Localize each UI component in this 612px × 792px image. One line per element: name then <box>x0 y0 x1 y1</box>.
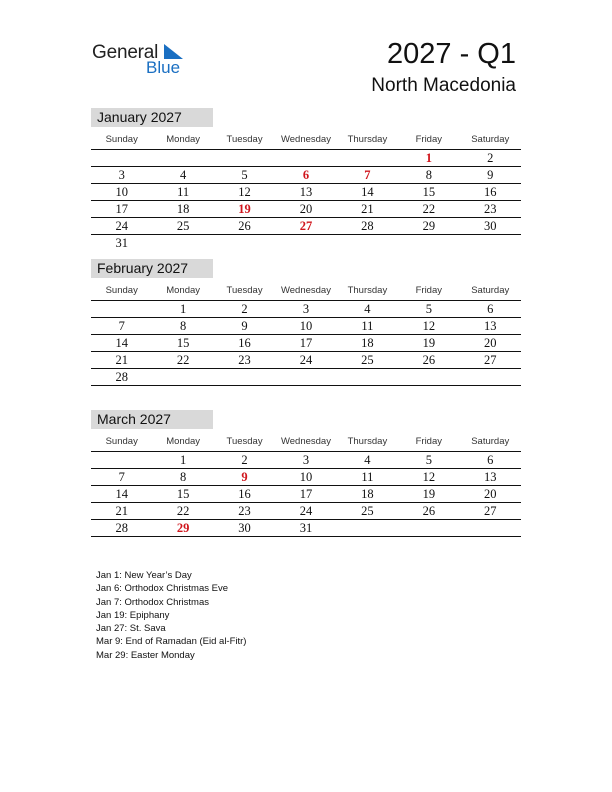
day-cell: 19 <box>238 202 251 216</box>
day-cell: 26 <box>422 353 436 367</box>
day-cell <box>337 520 398 536</box>
day-cell: 1 <box>180 302 187 316</box>
month-february <box>91 259 521 386</box>
day-cell: 16 <box>238 487 251 501</box>
day-cell: 27 <box>483 504 497 518</box>
week-row <box>91 150 521 167</box>
day-cell: 25 <box>361 504 374 518</box>
day-cell <box>275 369 336 385</box>
day-cell: 28 <box>115 370 128 384</box>
day-cell: 3 <box>302 453 310 467</box>
week-row <box>91 486 521 503</box>
logo-general-text: General <box>92 42 159 63</box>
day-cell: 21 <box>361 202 374 216</box>
day-cell: 22 <box>176 353 190 367</box>
day-cell: 26 <box>422 504 436 518</box>
day-cell: 16 <box>238 336 251 350</box>
day-cell: 10 <box>299 470 313 484</box>
day-cell <box>337 235 398 251</box>
weekday-label: Tuesday <box>226 134 263 145</box>
day-cell: 14 <box>115 487 128 501</box>
week-row <box>91 369 521 386</box>
logo-blue-text: Blue <box>146 58 181 77</box>
weekday-label: Saturday <box>471 285 510 296</box>
holiday-note: Jan 1: New Year’s Day <box>96 570 192 581</box>
day-cell: 13 <box>299 185 313 199</box>
day-cell: 28 <box>361 219 374 233</box>
weekday-label: Monday <box>166 436 201 447</box>
day-cell <box>214 235 275 251</box>
day-cell: 20 <box>483 487 497 501</box>
day-cell: 2 <box>241 302 248 316</box>
week-row <box>91 452 521 469</box>
day-cell: 5 <box>425 453 432 467</box>
week-row <box>91 469 521 486</box>
day-cell: 11 <box>361 319 374 333</box>
weekday-label: Monday <box>166 285 201 296</box>
day-cell <box>275 235 336 251</box>
page-title: 2027 - Q1 <box>387 38 516 70</box>
day-cell: 8 <box>180 470 187 484</box>
weekday-label: Thursday <box>347 134 388 145</box>
day-cell: 20 <box>299 202 313 216</box>
day-cell: 28 <box>115 521 128 535</box>
day-cell: 17 <box>299 487 313 501</box>
day-cell: 4 <box>364 302 371 316</box>
day-cell: 13 <box>483 470 497 484</box>
day-cell: 31 <box>299 521 313 535</box>
day-cell: 2 <box>241 453 248 467</box>
day-cell: 8 <box>180 319 187 333</box>
day-cell <box>275 150 336 166</box>
month-title: January 2027 <box>91 108 213 127</box>
day-cell: 12 <box>422 470 436 484</box>
day-cell: 22 <box>422 202 436 216</box>
week-row <box>91 352 521 369</box>
day-cell: 4 <box>180 168 187 182</box>
day-cell: 22 <box>176 504 190 518</box>
weekday-label: Sunday <box>105 285 138 296</box>
day-cell: 20 <box>483 336 497 350</box>
day-cell <box>91 301 152 317</box>
day-cell: 29 <box>176 521 190 535</box>
day-cell <box>398 369 459 385</box>
day-cell: 23 <box>238 504 251 518</box>
weekday-label: Wednesday <box>280 436 331 447</box>
holiday-note: Mar 29: Easter Monday <box>96 649 195 661</box>
day-cell: 15 <box>176 336 190 350</box>
day-cell: 29 <box>422 219 436 233</box>
day-cell: 24 <box>299 504 313 518</box>
day-cell <box>460 520 521 536</box>
day-cell <box>152 369 213 385</box>
day-cell: 19 <box>422 336 436 350</box>
day-cell: 11 <box>177 185 190 199</box>
day-cell: 17 <box>299 336 313 350</box>
holiday-note: Jan 7: Orthodox Christmas <box>96 596 209 608</box>
week-row <box>91 301 521 318</box>
weekday-label: Tuesday <box>226 285 263 296</box>
day-cell: 8 <box>425 168 432 182</box>
day-cell: 18 <box>361 487 374 501</box>
day-cell: 25 <box>176 219 190 233</box>
holiday-note: Mar 9: End of Ramadan (Eid al-Fitr) <box>96 636 247 648</box>
day-cell: 10 <box>115 185 128 199</box>
holiday-note: Jan 19: Epiphany <box>96 609 170 621</box>
day-cell: 9 <box>241 319 248 333</box>
day-cell: 1 <box>180 453 187 467</box>
day-cell: 30 <box>483 219 497 233</box>
day-cell: 12 <box>422 319 436 333</box>
day-cell: 4 <box>364 453 371 467</box>
weekday-label: Tuesday <box>226 436 263 447</box>
day-cell: 23 <box>238 353 251 367</box>
weekday-label: Wednesday <box>280 134 331 145</box>
country-name: North Macedonia <box>371 75 516 96</box>
day-cell <box>152 150 213 166</box>
week-row <box>91 318 521 335</box>
day-cell: 18 <box>176 202 190 216</box>
day-cell: 16 <box>483 185 497 199</box>
day-cell <box>460 235 521 251</box>
day-cell: 6 <box>302 168 310 182</box>
day-cell: 15 <box>422 185 436 199</box>
day-cell: 27 <box>299 219 313 233</box>
weekday-label: Thursday <box>347 285 388 296</box>
month-january <box>91 108 521 251</box>
day-cell: 31 <box>115 236 128 250</box>
day-cell: 21 <box>115 504 128 518</box>
day-cell <box>337 150 398 166</box>
holiday-note: Jan 6: Orthodox Christmas Eve <box>96 583 228 595</box>
weekday-label: Sunday <box>105 134 138 145</box>
day-cell: 13 <box>483 319 497 333</box>
month-march <box>91 410 521 537</box>
day-cell: 25 <box>361 353 374 367</box>
day-cell: 23 <box>483 202 497 216</box>
weekday-label: Friday <box>415 134 443 145</box>
day-cell: 7 <box>364 168 371 182</box>
month-title: March 2027 <box>91 410 213 429</box>
weekday-label: Saturday <box>471 134 510 145</box>
day-cell: 5 <box>241 168 248 182</box>
day-cell: 5 <box>425 302 432 316</box>
day-cell: 24 <box>115 219 128 233</box>
weekday-label: Sunday <box>105 436 138 447</box>
day-cell: 7 <box>118 319 125 333</box>
day-cell: 26 <box>238 219 251 233</box>
day-cell: 30 <box>238 521 251 535</box>
week-row <box>91 167 521 184</box>
day-cell: 6 <box>487 302 494 316</box>
weekday-label: Friday <box>415 285 443 296</box>
day-cell <box>91 150 152 166</box>
day-cell: 18 <box>361 336 374 350</box>
weekday-label: Friday <box>415 436 443 447</box>
day-cell: 3 <box>302 302 310 316</box>
day-cell: 24 <box>299 353 313 367</box>
day-cell: 14 <box>115 336 128 350</box>
day-cell <box>214 150 275 166</box>
week-row <box>91 184 521 201</box>
week-row <box>91 201 521 218</box>
weekday-label: Wednesday <box>280 285 331 296</box>
day-cell: 1 <box>425 151 432 165</box>
week-row <box>91 235 521 251</box>
weekday-header-row <box>91 282 521 300</box>
day-cell: 12 <box>238 185 251 199</box>
day-cell <box>398 235 459 251</box>
day-cell <box>152 235 213 251</box>
day-cell: 27 <box>483 353 497 367</box>
generalblue-logo <box>92 40 192 80</box>
day-cell: 11 <box>361 470 374 484</box>
day-cell <box>337 369 398 385</box>
week-row <box>91 503 521 520</box>
weekday-header-row <box>91 131 521 149</box>
day-cell: 19 <box>422 487 436 501</box>
weekday-label: Thursday <box>347 436 388 447</box>
day-cell: 21 <box>115 353 128 367</box>
week-row <box>91 335 521 352</box>
day-cell: 3 <box>118 168 125 182</box>
week-row <box>91 218 521 235</box>
day-cell: 15 <box>176 487 190 501</box>
day-cell <box>398 520 459 536</box>
day-cell: 17 <box>115 202 128 216</box>
day-cell: 9 <box>487 168 494 182</box>
weekday-label: Saturday <box>471 436 510 447</box>
day-cell <box>214 369 275 385</box>
day-cell <box>91 452 152 468</box>
day-cell: 6 <box>487 453 494 467</box>
day-cell: 2 <box>487 151 494 165</box>
week-row <box>91 520 521 537</box>
weekday-header-row <box>91 433 521 451</box>
month-title: February 2027 <box>91 259 213 278</box>
day-cell: 14 <box>361 185 374 199</box>
day-cell: 7 <box>118 470 125 484</box>
holiday-notes <box>96 569 246 662</box>
day-cell: 9 <box>241 470 248 484</box>
day-cell <box>460 369 521 385</box>
holiday-note: Jan 27: St. Sava <box>96 623 166 635</box>
day-cell: 10 <box>299 319 313 333</box>
weekday-label: Monday <box>166 134 201 145</box>
